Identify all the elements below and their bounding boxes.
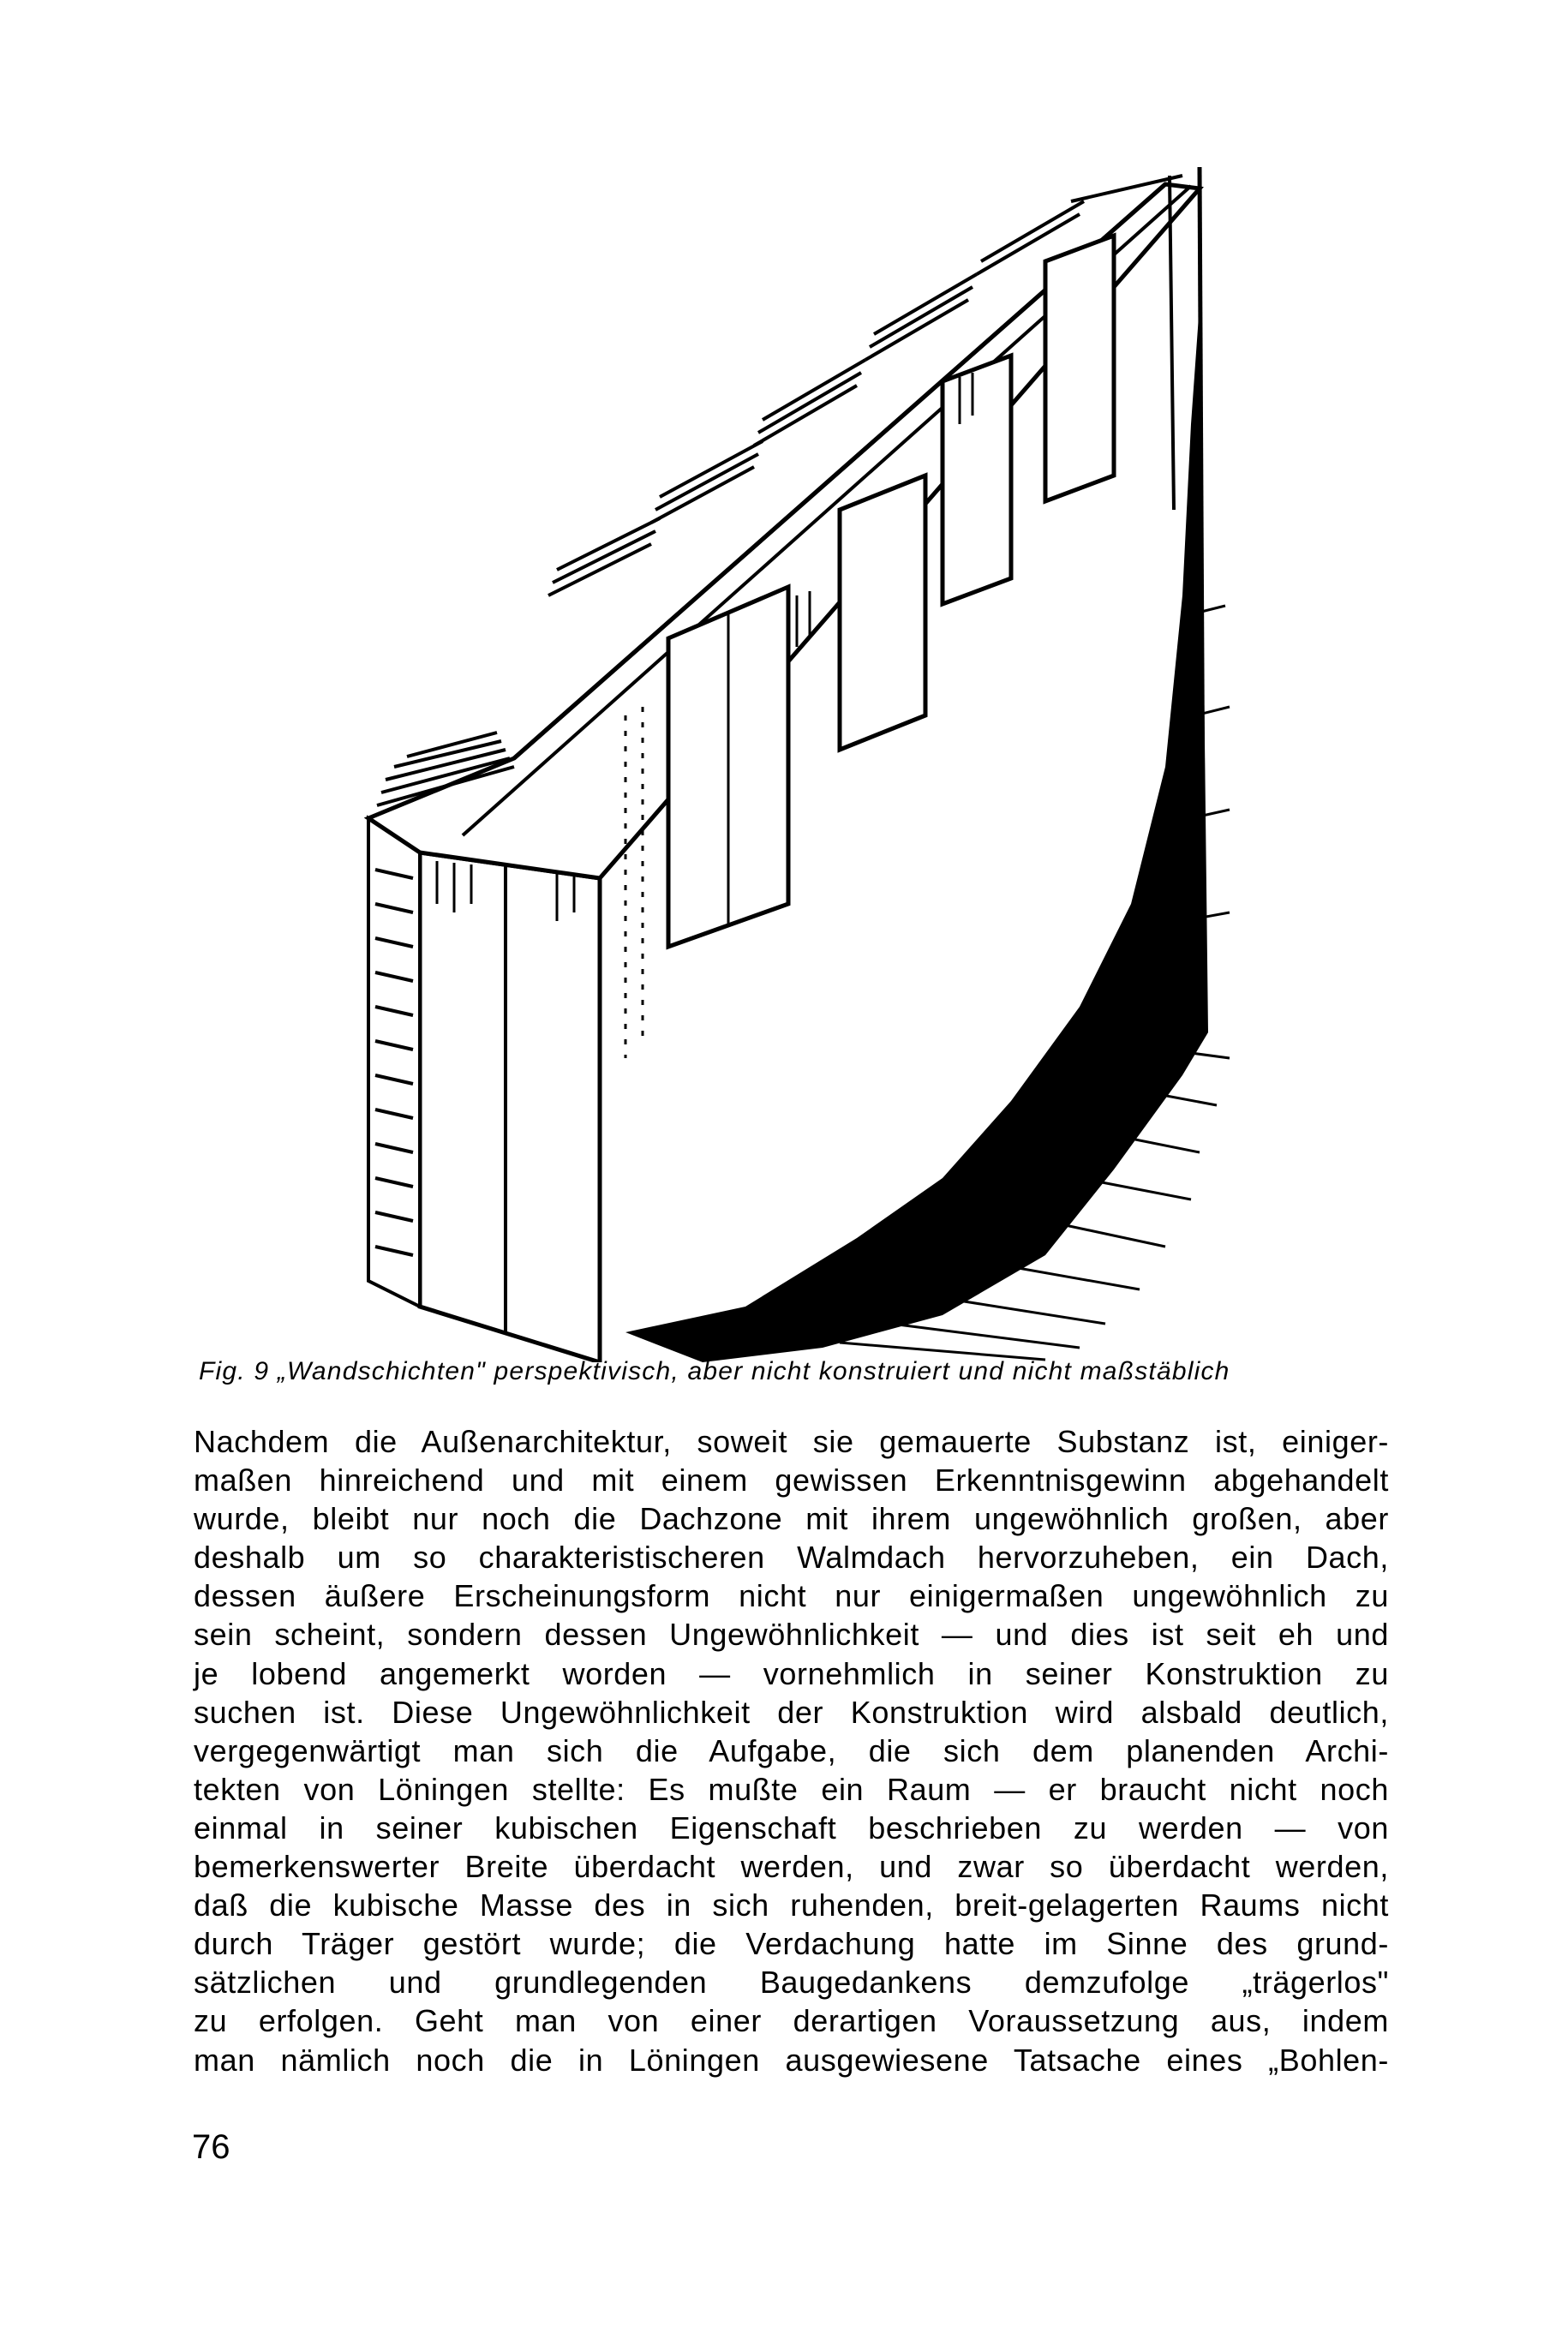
wall-layers-perspective-drawing	[343, 167, 1234, 1362]
text-line: daß die kubische Masse des in sich ruhenden, breit-gelagerten Raums nicht	[194, 1887, 1389, 1923]
text-line: deshalb um so charakteristischeren Walmdach hervorzuheben, ein Dach,	[194, 1540, 1389, 1576]
text-line: einmal in seiner kubischen Eigenschaft beschrieben zu werden — von	[194, 1810, 1389, 1845]
text-line: zu erfolgen. Geht man von einer derartigen Voraussetzung aus, indem	[194, 2003, 1389, 2039]
text-line: wurde, bleibt nur noch die Dachzone mit ihrem ungewöhnlich großen, aber	[194, 1501, 1389, 1537]
text-line: bemerkenswerter Breite überdacht werden, und zwar so überdacht werden,	[194, 1849, 1389, 1885]
text-line: suchen ist. Diese Ungewöhnlichkeit der Konstruktion wird alsbald deutlich,	[194, 1694, 1389, 1730]
text-line: tekten von Löningen stellte: Es mußte ein Raum — er braucht nicht noch	[194, 1771, 1389, 1807]
text-line: Nachdem die Außenarchitektur, soweit sie gemauerte Substanz ist, einiger-	[194, 1424, 1389, 1459]
page-number: 76	[192, 2128, 230, 2166]
text-line: durch Träger gestört wurde; die Verdachung hatte im Sinne des grund-	[194, 1926, 1389, 1962]
text-line: sätzlichen und grundlegenden Baugedankens demzufolge „trägerlos"	[194, 1965, 1389, 2001]
text-line: je lobend angemerkt worden — vornehmlich in seiner Konstruktion zu	[194, 1655, 1389, 1691]
text-line: maßen hinreichend und mit einem gewissen Erkenntnisgewinn abgehandelt	[194, 1463, 1389, 1498]
text-line: dessen äußere Erscheinungsform nicht nur einigermaßen ungewöhnlich zu	[194, 1578, 1389, 1614]
figure-caption: Fig. 9 „Wandschichten" perspektivisch, aber nicht konstruiert und nicht maßstäblich	[199, 1357, 1230, 1385]
text-line: vergegenwärtigt man sich die Aufgabe, die sich dem planenden Archi-	[194, 1732, 1389, 1768]
text-line: man nämlich noch die in Löningen ausgewiesene Tatsache eines „Bohlen-	[194, 2042, 1389, 2078]
body-paragraph	[194, 1422, 1389, 2079]
text-line: sein scheint, sondern dessen Ungewöhnlichkeit — und dies ist seit eh und	[194, 1617, 1389, 1653]
